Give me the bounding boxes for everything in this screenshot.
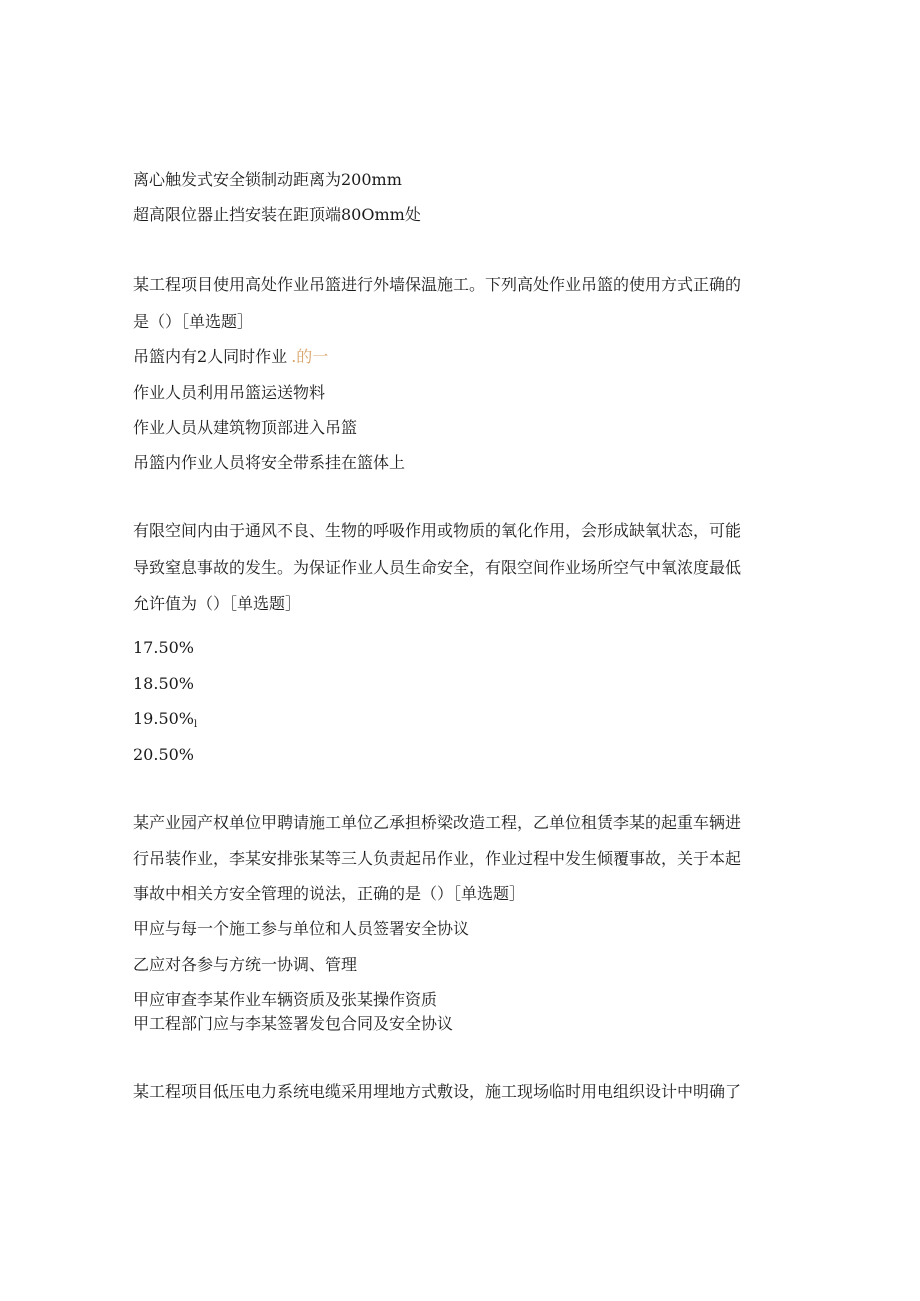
question-stem-line: 某工程项目使用高处作业吊篮进行外墙保温施工。下列高处作业吊篮的使用方式正确的 [133,275,742,294]
option-text: 17.50% [133,638,195,657]
question-stem-line: 是（）［单选题］ [133,312,254,331]
option-text: 离心触发式安全锁制动距离为200mm [133,170,402,189]
question-stem-line: 行吊装作业，李某安排张某等三人负责起吊作业，作业过程中发生倾覆事故，关于本起 [133,849,742,868]
option-text: 甲应与每一个施工参与单位和人员签署安全协议 [133,919,470,938]
question-stem-line: 某产业园产权单位甲聘请施工单位乙承担桥梁改造工程，乙单位租赁李某的起重车辆进 [133,813,742,832]
option-text [133,709,197,735]
question-stem-line: 导致窒息事故的发生。为保证作业人员生命安全，有限空间作业场所空气中氧浓度最低 [133,558,742,577]
option-text: 18.50% [133,674,195,693]
stray-mark: l [194,719,198,730]
option-text: 甲工程部门应与李某签署发包合同及安全协议 [133,1014,454,1033]
option-text: 作业人员从建筑物顶部进入吊篮 [133,418,358,437]
option-text [133,347,328,367]
question-stem-line: 有限空间内由于通风不良、生物的呼吸作用或物质的氧化作用，会形成缺氧状态，可能 [133,521,742,540]
option-text: 20.50% [133,745,195,764]
question-stem-line: 某工程项目低压电力系统电缆采用埋地方式敷设，施工现场临时用电组织设计中明确了 [133,1082,742,1101]
option-text: 超高限位器止挡安装在距顶端80Omm处 [133,205,421,224]
option-text: 作业人员利用吊篮运送物料 [133,383,326,402]
question-stem-line: 允许值为（）［单选题］ [133,594,302,613]
option-text: 甲应审查李某作业车辆资质及张某操作资质 [133,990,438,1009]
option-label: 吊篮内有2人同时作业 [133,347,288,366]
option-label: 19.50% [133,709,195,728]
option-text: 乙应对各参与方统一协调、管理 [133,955,358,974]
faded-stamp-text: .的一 [291,347,329,366]
question-stem-line: 事故中相关方安全管理的说法，正确的是（）［单选题］ [133,884,526,903]
option-text: 吊篮内作业人员将安全带系挂在篮体上 [133,453,406,472]
